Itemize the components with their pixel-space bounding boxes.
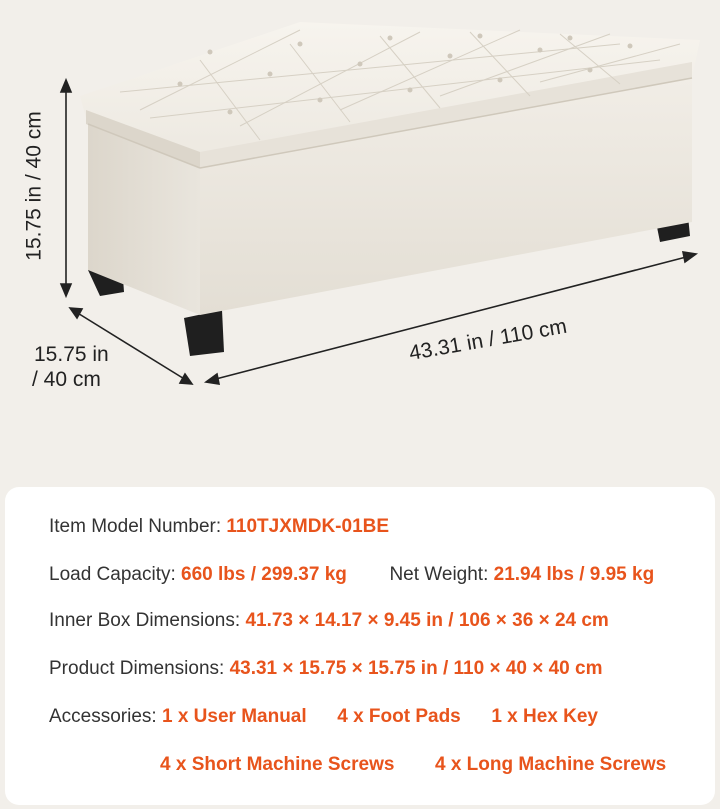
specifications-card bbox=[5, 487, 715, 805]
height-dimension-label: 15.75 in / 40 cm bbox=[22, 111, 46, 261]
product-dimensions-row bbox=[49, 657, 603, 681]
net-weight-value: 21.94 lbs / 9.95 kg bbox=[493, 564, 655, 585]
accessories-row-2 bbox=[160, 753, 666, 777]
accessory-item: 4 x Long Machine Screws bbox=[434, 754, 667, 775]
depth-line-1: 15.75 in bbox=[34, 343, 109, 366]
depth-dimension-label bbox=[32, 342, 109, 392]
net-weight-label: Net Weight: bbox=[389, 564, 489, 585]
load-capacity-value: 660 lbs / 299.37 kg bbox=[181, 564, 347, 585]
inner-box-row bbox=[49, 609, 609, 633]
product-dimensions-label: Product Dimensions: bbox=[49, 658, 225, 679]
model-number-row bbox=[49, 515, 389, 539]
width-dimension-label: 43.31 in / 110 cm bbox=[407, 314, 569, 366]
product-dimensions-value: 43.31 × 15.75 × 15.75 in / 110 × 40 × 40 cm bbox=[229, 658, 603, 679]
model-number-label: Item Model Number: bbox=[49, 516, 222, 537]
model-number-value: 110TJXMDK-01BE bbox=[226, 516, 390, 537]
depth-line-2: / 40 cm bbox=[32, 368, 101, 392]
load-capacity-label: Load Capacity: bbox=[49, 564, 176, 585]
accessory-item: 1 x User Manual bbox=[161, 706, 307, 727]
accessories-label: Accessories: bbox=[49, 706, 157, 727]
accessory-item: 4 x Short Machine Screws bbox=[160, 754, 395, 775]
inner-box-value: 41.73 × 14.17 × 9.45 in / 106 × 36 × 24 cm bbox=[245, 610, 609, 631]
accessories-row bbox=[49, 705, 598, 729]
accessory-item: 4 x Foot Pads bbox=[337, 706, 461, 727]
leg-front-left bbox=[184, 310, 224, 356]
inner-box-label: Inner Box Dimensions: bbox=[49, 610, 241, 631]
capacity-weight-row bbox=[49, 563, 654, 587]
accessory-item: 1 x Hex Key bbox=[491, 706, 598, 727]
